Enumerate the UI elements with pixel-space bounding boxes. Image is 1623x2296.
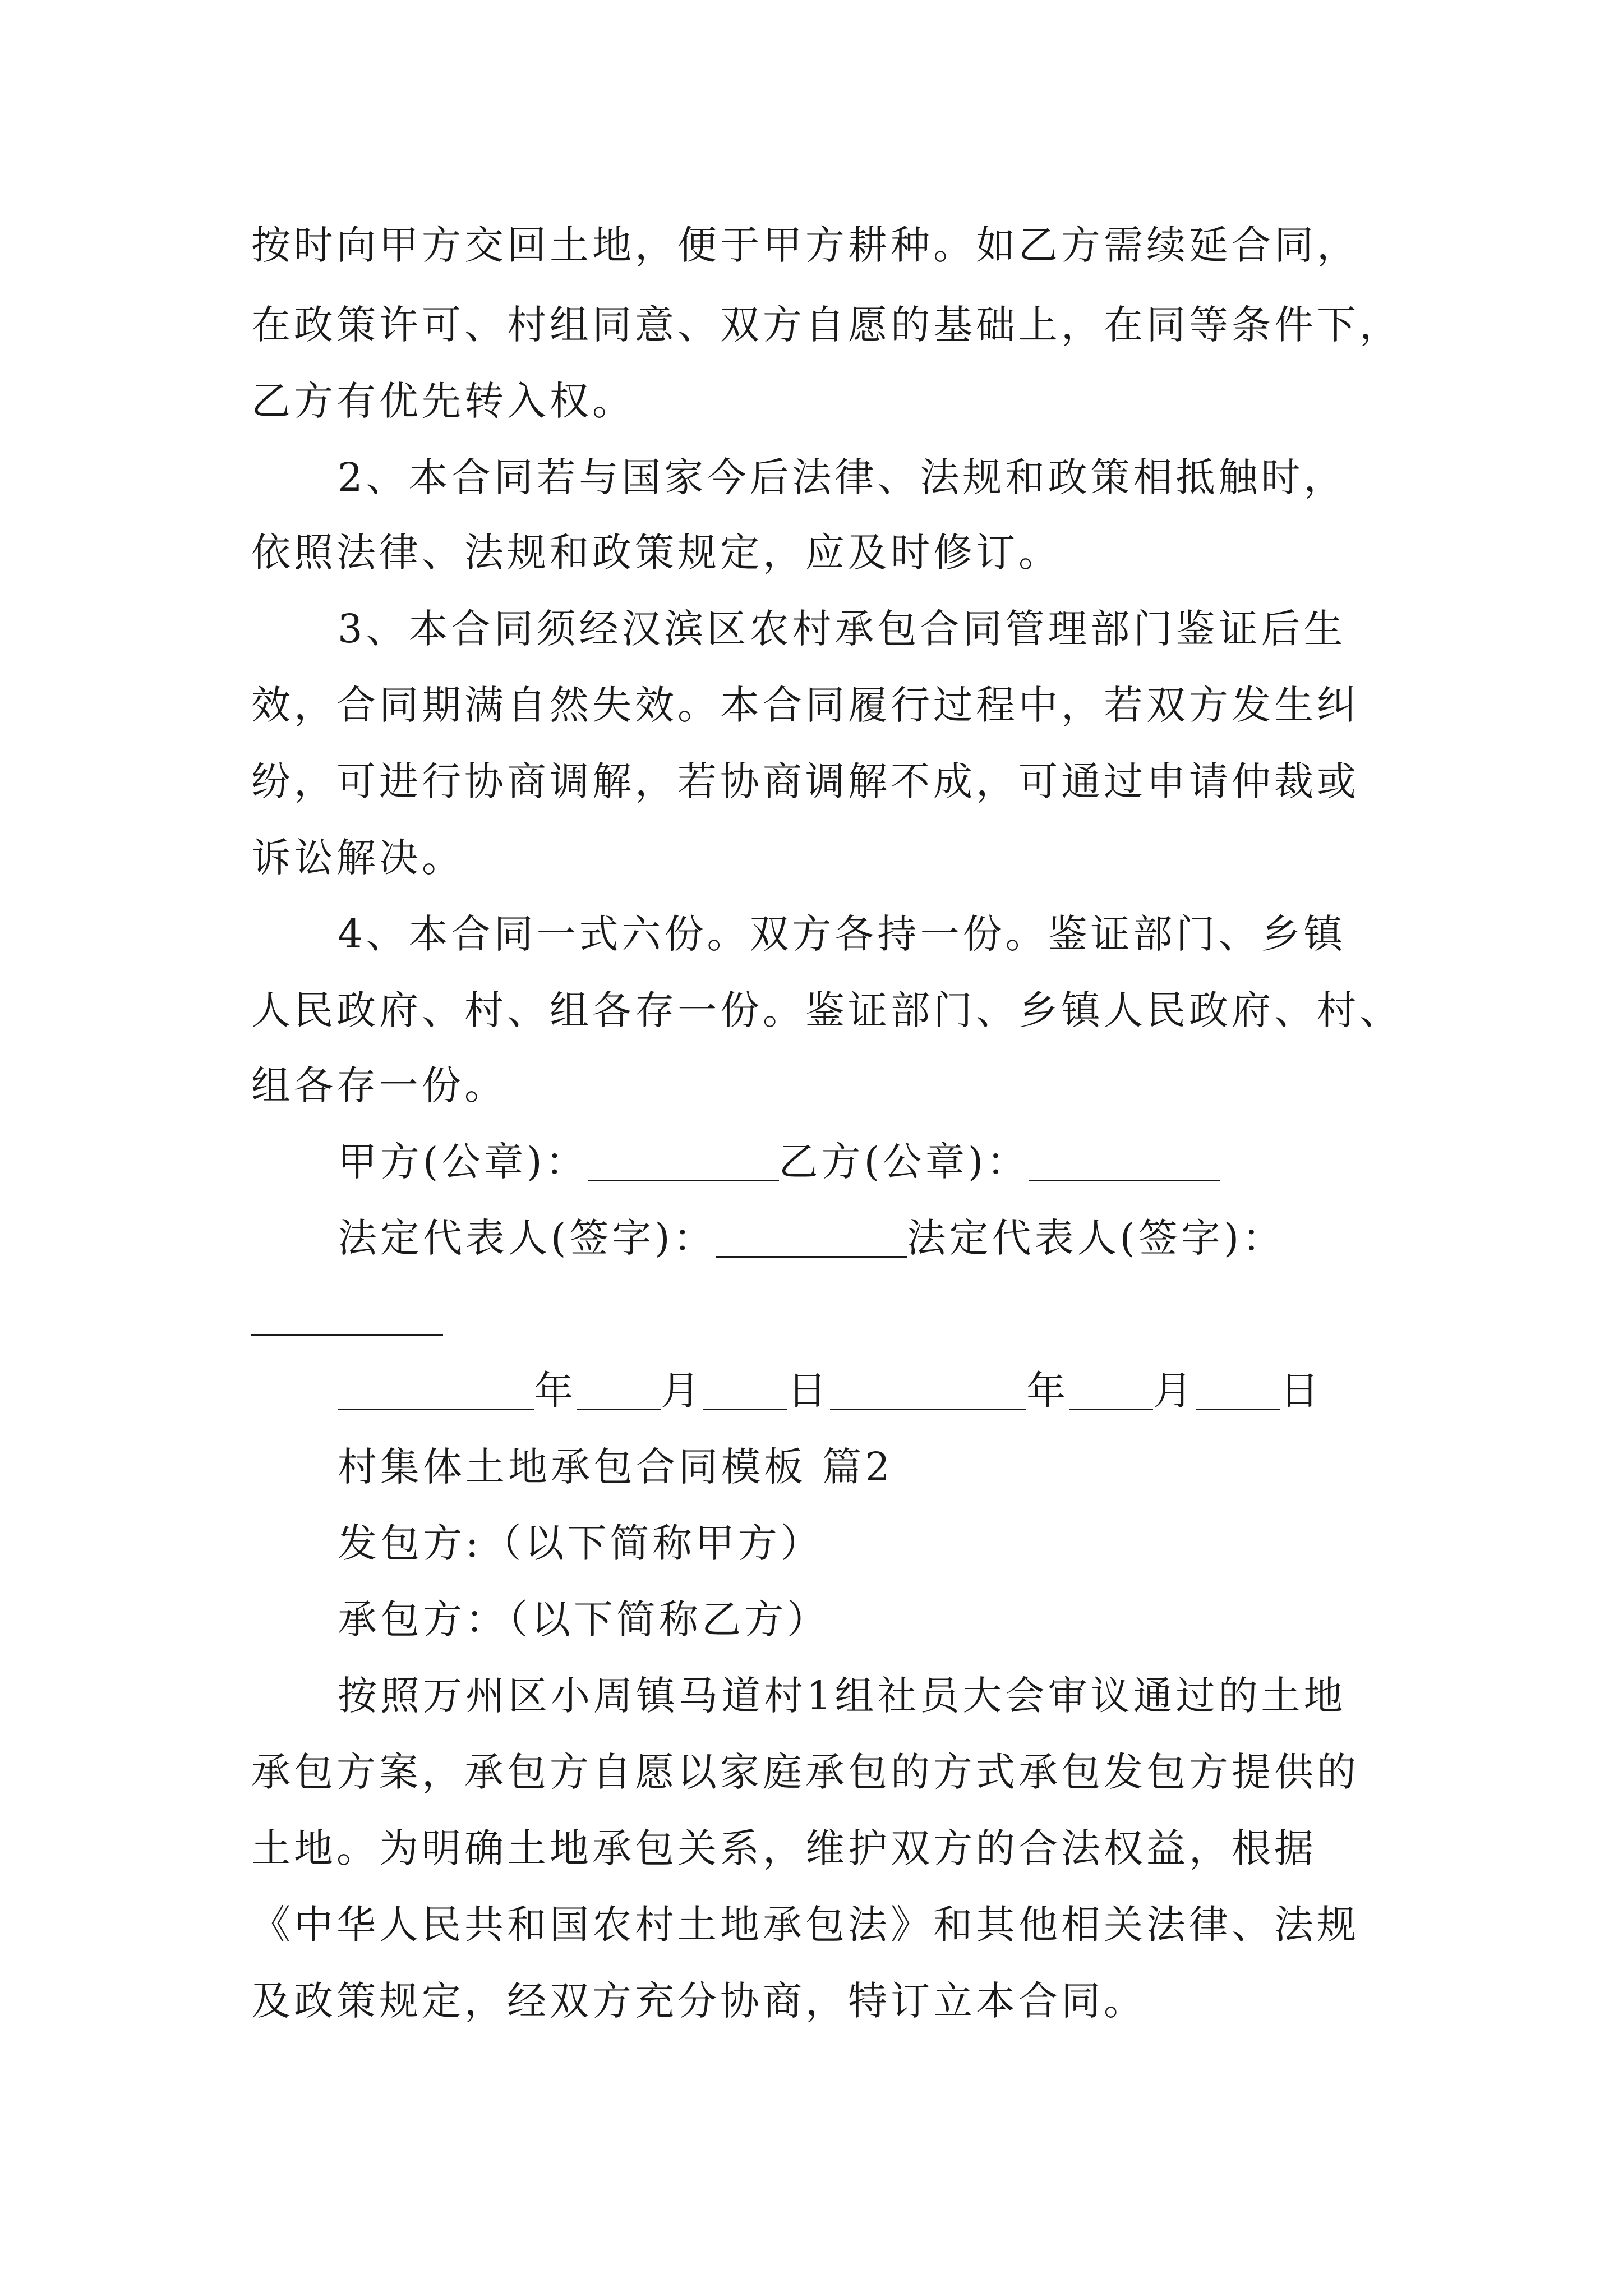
contractor-line: 发包方:（以下简称甲方） <box>338 1520 823 1566</box>
preamble-line-1: 按照万州区小周镇马道村1组社员大会审议通过的土地 <box>338 1673 1347 1719</box>
legal-rep-a-label: 法定代表人(签字)： <box>338 1215 716 1261</box>
legal-rep-a-blank <box>716 1219 907 1258</box>
clause3-line-4: 诉讼解决。 <box>251 835 464 881</box>
day-b-label: 日 <box>1280 1368 1322 1414</box>
day-a-label: 日 <box>787 1368 830 1414</box>
clause3-line-3: 纷，可进行协商调解，若协商调解不成，可通过申请仲裁或 <box>251 758 1359 804</box>
month-b-blank <box>1069 1372 1153 1410</box>
legal-rep-b-label: 法定代表人(签字)： <box>906 1215 1285 1261</box>
day-b-blank <box>1196 1372 1280 1410</box>
month-a-blank <box>577 1372 661 1410</box>
legal-rep-row <box>338 1215 1285 1261</box>
clause4-line-1: 4、本合同一式六份。双方各持一份。鉴证部门、乡镇 <box>338 911 1347 957</box>
clause3-line-1: 3、本合同须经汉滨区农村承包合同管理部门鉴证后生 <box>338 606 1347 652</box>
clause2-line-2: 依照法律、法规和政策规定，应及时修订。 <box>251 530 1061 576</box>
party-a-seal-label: 甲方(公章)： <box>338 1139 588 1185</box>
date-row <box>338 1368 1322 1414</box>
year-a-label: 年 <box>534 1368 577 1414</box>
clause4-line-3: 组各存一份。 <box>251 1062 507 1108</box>
contractee-line: 承包方：（以下简称乙方） <box>338 1596 829 1642</box>
year-a-blank <box>338 1372 534 1410</box>
year-b-label: 年 <box>1026 1368 1069 1414</box>
party-b-seal-label: 乙方(公章)： <box>778 1139 1030 1185</box>
clause2-line-1: 2、本合同若与国家今后法律、法规和政策相抵触时， <box>338 454 1347 500</box>
party-b-seal-blank <box>1029 1143 1220 1181</box>
seal-row <box>338 1139 1220 1185</box>
party-a-seal-blank <box>588 1143 779 1181</box>
month-a-label: 月 <box>661 1368 703 1414</box>
clause1-line-1: 按时向甲方交回土地，便于甲方耕种。如乙方需续延合同， <box>251 222 1359 268</box>
clause3-line-2: 效，合同期满自然失效。本合同履行过程中，若双方发生纠 <box>251 682 1359 728</box>
clause1-line-3: 乙方有优先转入权。 <box>251 378 635 424</box>
preamble-line-4: 《中华人民共和国农村土地承包法》和其他相关法律、法规 <box>251 1902 1359 1948</box>
clause4-line-2: 人民政府、村、组各存一份。鉴证部门、乡镇人民政府、村、 <box>251 987 1402 1033</box>
preamble-line-3: 土地。为明确土地承包关系，维护双方的合法权益，根据 <box>251 1825 1317 1871</box>
year-b-blank <box>830 1372 1026 1410</box>
day-a-blank <box>703 1372 787 1410</box>
preamble-line-5: 及政策规定，经双方充分协商，特订立本合同。 <box>251 1978 1146 2024</box>
clause1-line-2: 在政策许可、村组同意、双方自愿的基础上，在同等条件下， <box>251 302 1402 348</box>
legal-rep-b-blank <box>251 1334 443 1336</box>
preamble-line-2: 承包方案，承包方自愿以家庭承包的方式承包发包方提供的 <box>251 1749 1359 1795</box>
month-b-label: 月 <box>1153 1368 1196 1414</box>
section2-title: 村集体土地承包合同模板 篇2 <box>338 1444 893 1490</box>
